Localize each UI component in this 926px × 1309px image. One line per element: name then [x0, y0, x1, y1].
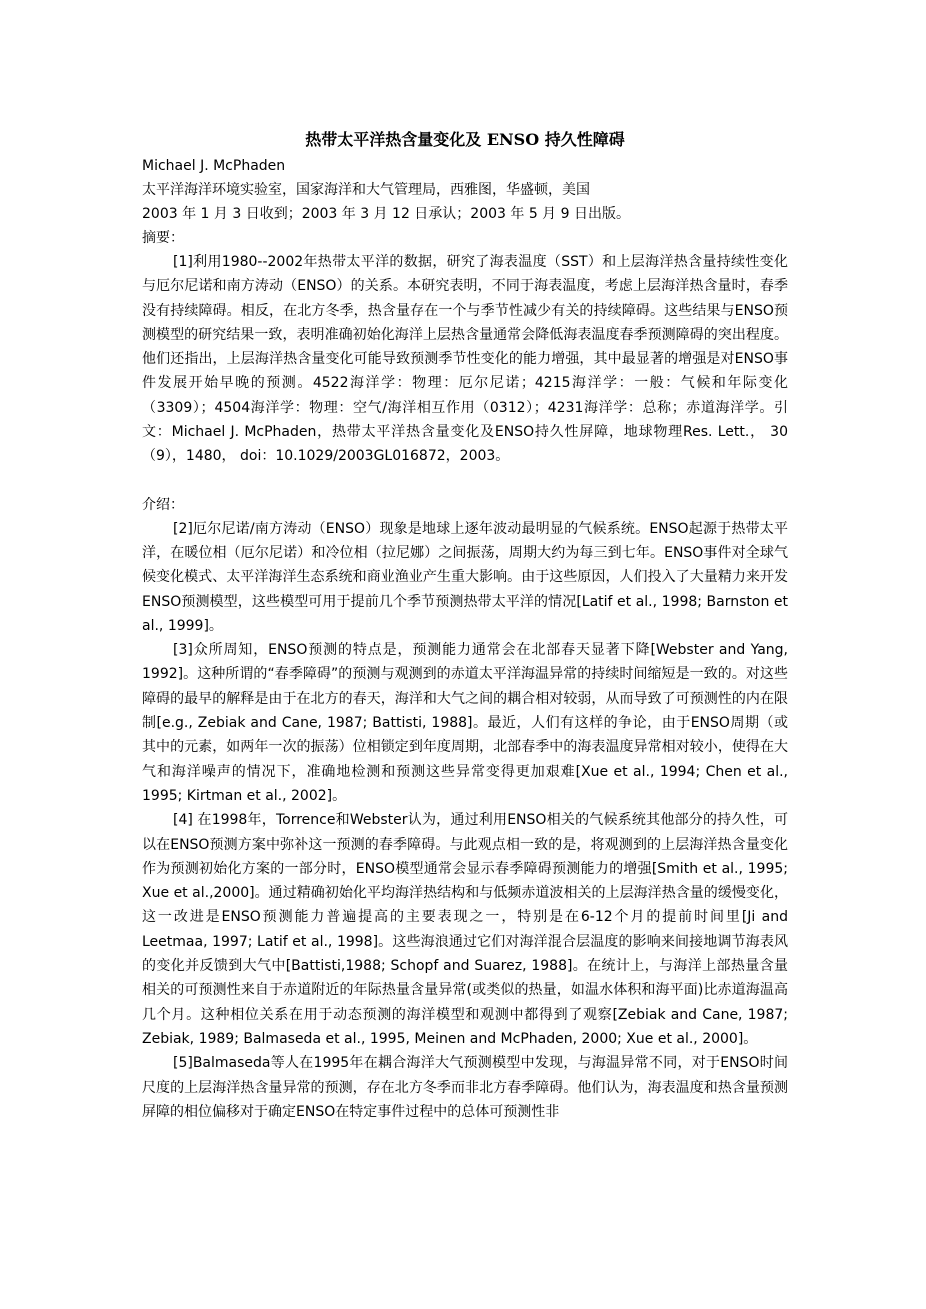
abstract-paragraph: [1]利用1980--2002年热带太平洋的数据，研究了海表温度（SST）和上层海洋热含量持续性变化与厄尔尼诺和南方涛动（ENSO）的关系。本研究表明，不同于海表温度，考虑上层海洋热含量时，春季没有持续障碍。相反，在北方冬季，热含量存在一个与季节性减少有关的持续障碍。这些结果与ENSO预测模型的研究结果一致，表明准确初始化海洋上层热含量通常会降低海表温度春季预测障碍的突出程度。他们还指出，上层海洋热含量变化可能导致预测季节性变化的能力增强，其中最显著的增强是对ENSO事件发展开始早晚的预测。4522海洋学：物理：厄尔尼诺；4215海洋学：一般：气候和年际变化（3309）；4504海洋学：物理：空气/海洋相互作用（0312）；4231海洋学：总称；赤道海洋学。引文：Michael J. McPhaden，热带太平洋热含量变化及ENSO持久性屏障，地球物理Res. Lett.， 30（9），1480， doi：10.1029/2003GL016872，2003。	[142, 254, 788, 465]
affiliation-line: 太平洋海洋环境实验室，国家海洋和大气管理局，西雅图，华盛顿，美国	[142, 182, 590, 198]
abstract-heading: 摘要：	[142, 230, 184, 246]
author-line: Michael J. McPhaden	[142, 158, 286, 174]
intro-paragraph-5: [5]Balmaseda等人在1995年在耦合海洋大气预测模型中发现，与海温异常不同，对于ENSO时间尺度的上层海洋热含量异常的预测，存在北方冬季而非北方春季障碍。他们认为，海表温度和热含量预测屏障的相位偏移对于确定ENSO在特定事件过程中的总体可预测性非	[142, 1055, 788, 1120]
intro-heading: 介绍：	[142, 496, 184, 513]
intro-paragraph-2: [2]厄尔尼诺/南方涛动（ENSO）现象是地球上逐年波动最明显的气候系统。ENSO起源于热带太平洋，在暖位相（厄尔尼诺）和冷位相（拉尼娜）之间振荡，周期大约为每三到七年。ENSO事件对全球气候变化模式、太平洋海洋生态系统和商业渔业产生重大影响。由于这些原因，人们投入了大量精力来开发ENSO预测模型，这些模型可用于提前几个季节预测热带太平洋的情况[Latif et al., 1998; Barnston et al., 1999]。	[142, 520, 788, 634]
paper-title: 热带太平洋热含量变化及 ENSO 持久性障碍	[305, 130, 625, 149]
paper-page	[142, 128, 788, 1124]
section-gap	[142, 469, 788, 493]
dates-line: 2003 年 1 月 3 日收到；2003 年 3 月 12 日承认；2003 年 5 月 9 日出版。	[142, 206, 630, 222]
intro-paragraph-3: [3]众所周知，ENSO预测的特点是，预测能力通常会在北部春天显著下降[Webster and Yang, 1992]。这种所谓的“春季障碍”的预测与观测到的赤道太平洋海温异常的持续时间缩短是一致的。对这些障碍的最早的解释是由于在北方的春天，海洋和大气之间的耦合相对较弱，从而导致了可预测性的内在限制[e.g., Zebiak and Cane, 1987; Battisti, 1988]。最近，人们有这样的争论，由于ENSO周期（或其中的元素，如两年一次的振荡）位相锁定到年度周期，北部春季中的海表温度异常相对较小，使得在大气和海洋噪声的情况下，准确地检测和预测这些异常变得更加艰难[Xue et al., 1994; Chen et al., 1995; Kirtman et al., 2002]。	[142, 642, 788, 804]
intro-paragraph-4: [4] 在1998年，Torrence和Webster认为，通过利用ENSO相关的气候系统其他部分的持久性，可以在ENSO预测方案中弥补这一预测的春季障碍。与此观点相一致的是，将观测到的上层海洋热含量变化作为预测初始化方案的一部分时，ENSO模型通常会显示春季障碍预测能力的增强[Smith et al., 1995; Xue et al.,2000]。通过精确初始化平均海洋热结构和与低频赤道波相关的上层海洋热含量的缓慢变化，这一改进是ENSO预测能力普遍提高的主要表现之一，特别是在6-12个月的提前时间里[Ji and Leetmaa, 1997; Latif et al., 1998]。这些海浪通过它们对海洋混合层温度的影响来间接地调节海表风的变化并反馈到大气中[Battisti,1988; Schopf and Suarez, 1988]。在统计上，与海洋上部热量含量相关的可预测性来自于赤道附近的年际热量含量异常(或类似的热量，如温水体积和海平面)比赤道海温高几个月。这种相位关系在用于动态预测的海洋模型和观测中都得到了观察[Zebiak and Cane, 1987; Zebiak, 1989; Balmaseda et al., 1995, Meinen and McPhaden, 2000; Xue et al., 2000]。	[142, 812, 788, 1047]
